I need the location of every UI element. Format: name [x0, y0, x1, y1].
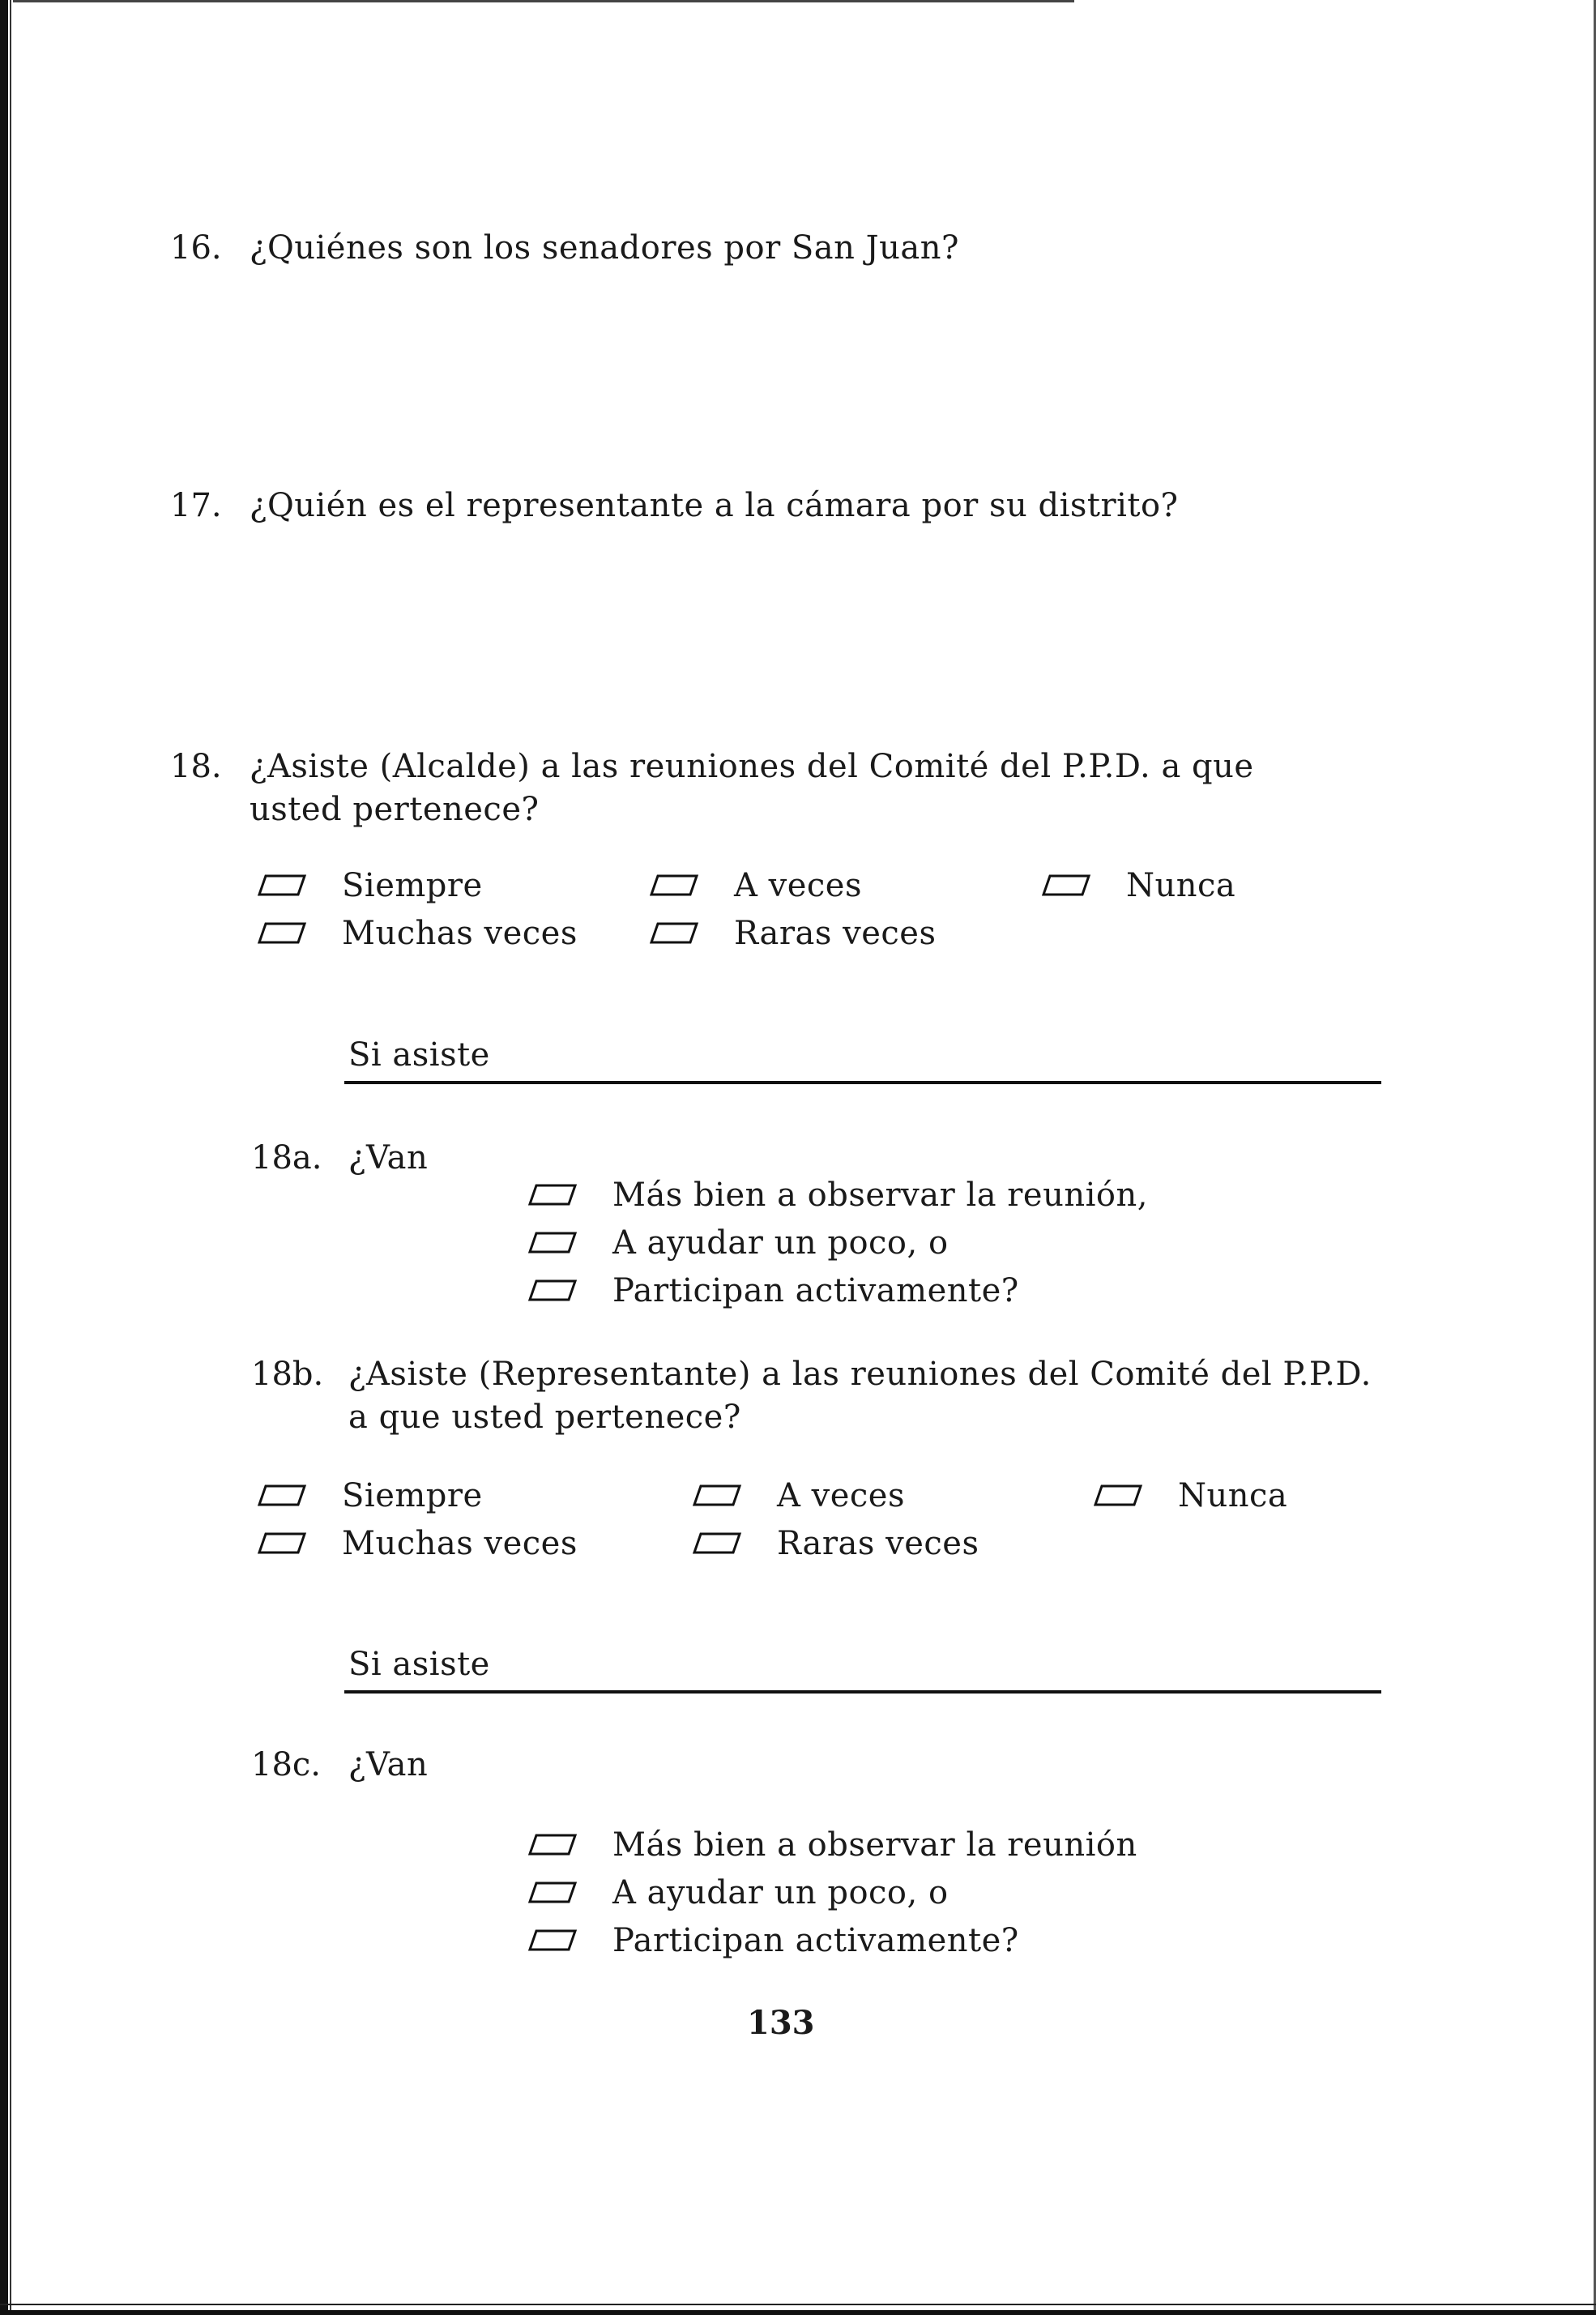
- option-a-veces[interactable]: [691, 1476, 905, 1515]
- checkbox-icon[interactable]: [691, 1484, 743, 1508]
- question-text-line: usted pertenece?: [250, 791, 540, 828]
- option-nunca[interactable]: [1040, 866, 1235, 905]
- checkbox-icon[interactable]: [527, 1928, 578, 1953]
- checkbox-icon[interactable]: [256, 873, 308, 898]
- binding-edge: [0, 0, 13, 2315]
- option-label: Participan activamente?: [612, 1922, 1019, 1959]
- question-text: ¿Van: [348, 1139, 429, 1177]
- checkbox-icon[interactable]: [527, 1231, 578, 1255]
- checkbox-icon[interactable]: [256, 1484, 308, 1508]
- checkbox-icon[interactable]: [1092, 1484, 1144, 1508]
- checkbox-icon[interactable]: [1040, 873, 1092, 898]
- question-number: 18a.: [251, 1139, 322, 1177]
- option-label: Raras veces: [734, 915, 937, 952]
- option-observar[interactable]: [527, 1826, 1137, 1864]
- option-label: Nunca: [1178, 1477, 1288, 1514]
- question-number: 18.: [170, 748, 222, 785]
- option-raras-veces[interactable]: [648, 914, 936, 953]
- option-label: Raras veces: [777, 1525, 979, 1562]
- checkbox-icon[interactable]: [648, 873, 700, 898]
- question-text-line: ¿Asiste (Representante) a las reuniones del Comité del P.P.D.: [348, 1356, 1372, 1393]
- option-label: Muchas veces: [342, 915, 578, 952]
- option-label: Muchas veces: [342, 1525, 578, 1562]
- bottom-edge-thin: [0, 2304, 1596, 2305]
- question-number: 18b.: [251, 1356, 324, 1393]
- option-label: Participan activamente?: [612, 1272, 1019, 1309]
- checkbox-icon[interactable]: [648, 921, 700, 946]
- option-raras-veces[interactable]: [691, 1524, 979, 1563]
- question-number: 16.: [170, 229, 222, 267]
- question-text: ¿Quién es el representante a la cámara por su distrito?: [250, 487, 1179, 524]
- option-a-veces[interactable]: [648, 866, 862, 905]
- option-muchas-veces[interactable]: [256, 914, 578, 953]
- option-ayudar[interactable]: [527, 1224, 949, 1262]
- question-text: ¿Quiénes son los senadores por San Juan?: [250, 229, 959, 267]
- question-text-line: a que usted pertenece?: [348, 1399, 741, 1436]
- option-label: A ayudar un poco, o: [612, 1224, 949, 1262]
- question-text: ¿Asiste (Alcalde) a las reuniones del Comité del P.P.D. a que: [250, 748, 1254, 785]
- option-label: A ayudar un poco, o: [612, 1874, 949, 1911]
- option-participan[interactable]: [527, 1921, 1019, 1960]
- option-label: A veces: [777, 1477, 905, 1514]
- checkbox-icon[interactable]: [256, 1531, 308, 1556]
- option-observar[interactable]: [527, 1176, 1148, 1215]
- section-heading: Si asiste: [348, 1646, 490, 1683]
- page-number: 133: [747, 2004, 815, 2042]
- option-nunca[interactable]: [1092, 1476, 1287, 1515]
- section-heading: Si asiste: [348, 1036, 490, 1074]
- question-text-line: [250, 747, 1384, 786]
- checkbox-icon[interactable]: [527, 1183, 578, 1207]
- question-number: 17.: [170, 487, 222, 524]
- option-ayudar[interactable]: [527, 1873, 949, 1912]
- checkbox-icon[interactable]: [527, 1833, 578, 1857]
- checkbox-icon[interactable]: [691, 1531, 743, 1556]
- question-number: 18c.: [251, 1746, 322, 1783]
- question-text: ¿Van: [348, 1746, 429, 1783]
- top-edge: [13, 0, 1074, 2]
- section-rule: [344, 1081, 1381, 1084]
- option-label: Más bien a observar la reunión: [612, 1826, 1137, 1864]
- option-siempre[interactable]: [256, 866, 483, 905]
- option-label: Más bien a observar la reunión,: [612, 1177, 1148, 1214]
- checkbox-icon[interactable]: [256, 921, 308, 946]
- option-muchas-veces[interactable]: [256, 1524, 578, 1563]
- checkbox-icon[interactable]: [527, 1279, 578, 1303]
- option-siempre[interactable]: [256, 1476, 483, 1515]
- option-label: Nunca: [1126, 867, 1236, 904]
- checkbox-icon[interactable]: [527, 1881, 578, 1905]
- bottom-edge: [0, 2310, 1596, 2315]
- section-rule: [344, 1690, 1381, 1694]
- option-label: A veces: [734, 867, 862, 904]
- option-participan[interactable]: [527, 1271, 1019, 1310]
- option-label: Siempre: [342, 867, 483, 904]
- option-label: Siempre: [342, 1477, 483, 1514]
